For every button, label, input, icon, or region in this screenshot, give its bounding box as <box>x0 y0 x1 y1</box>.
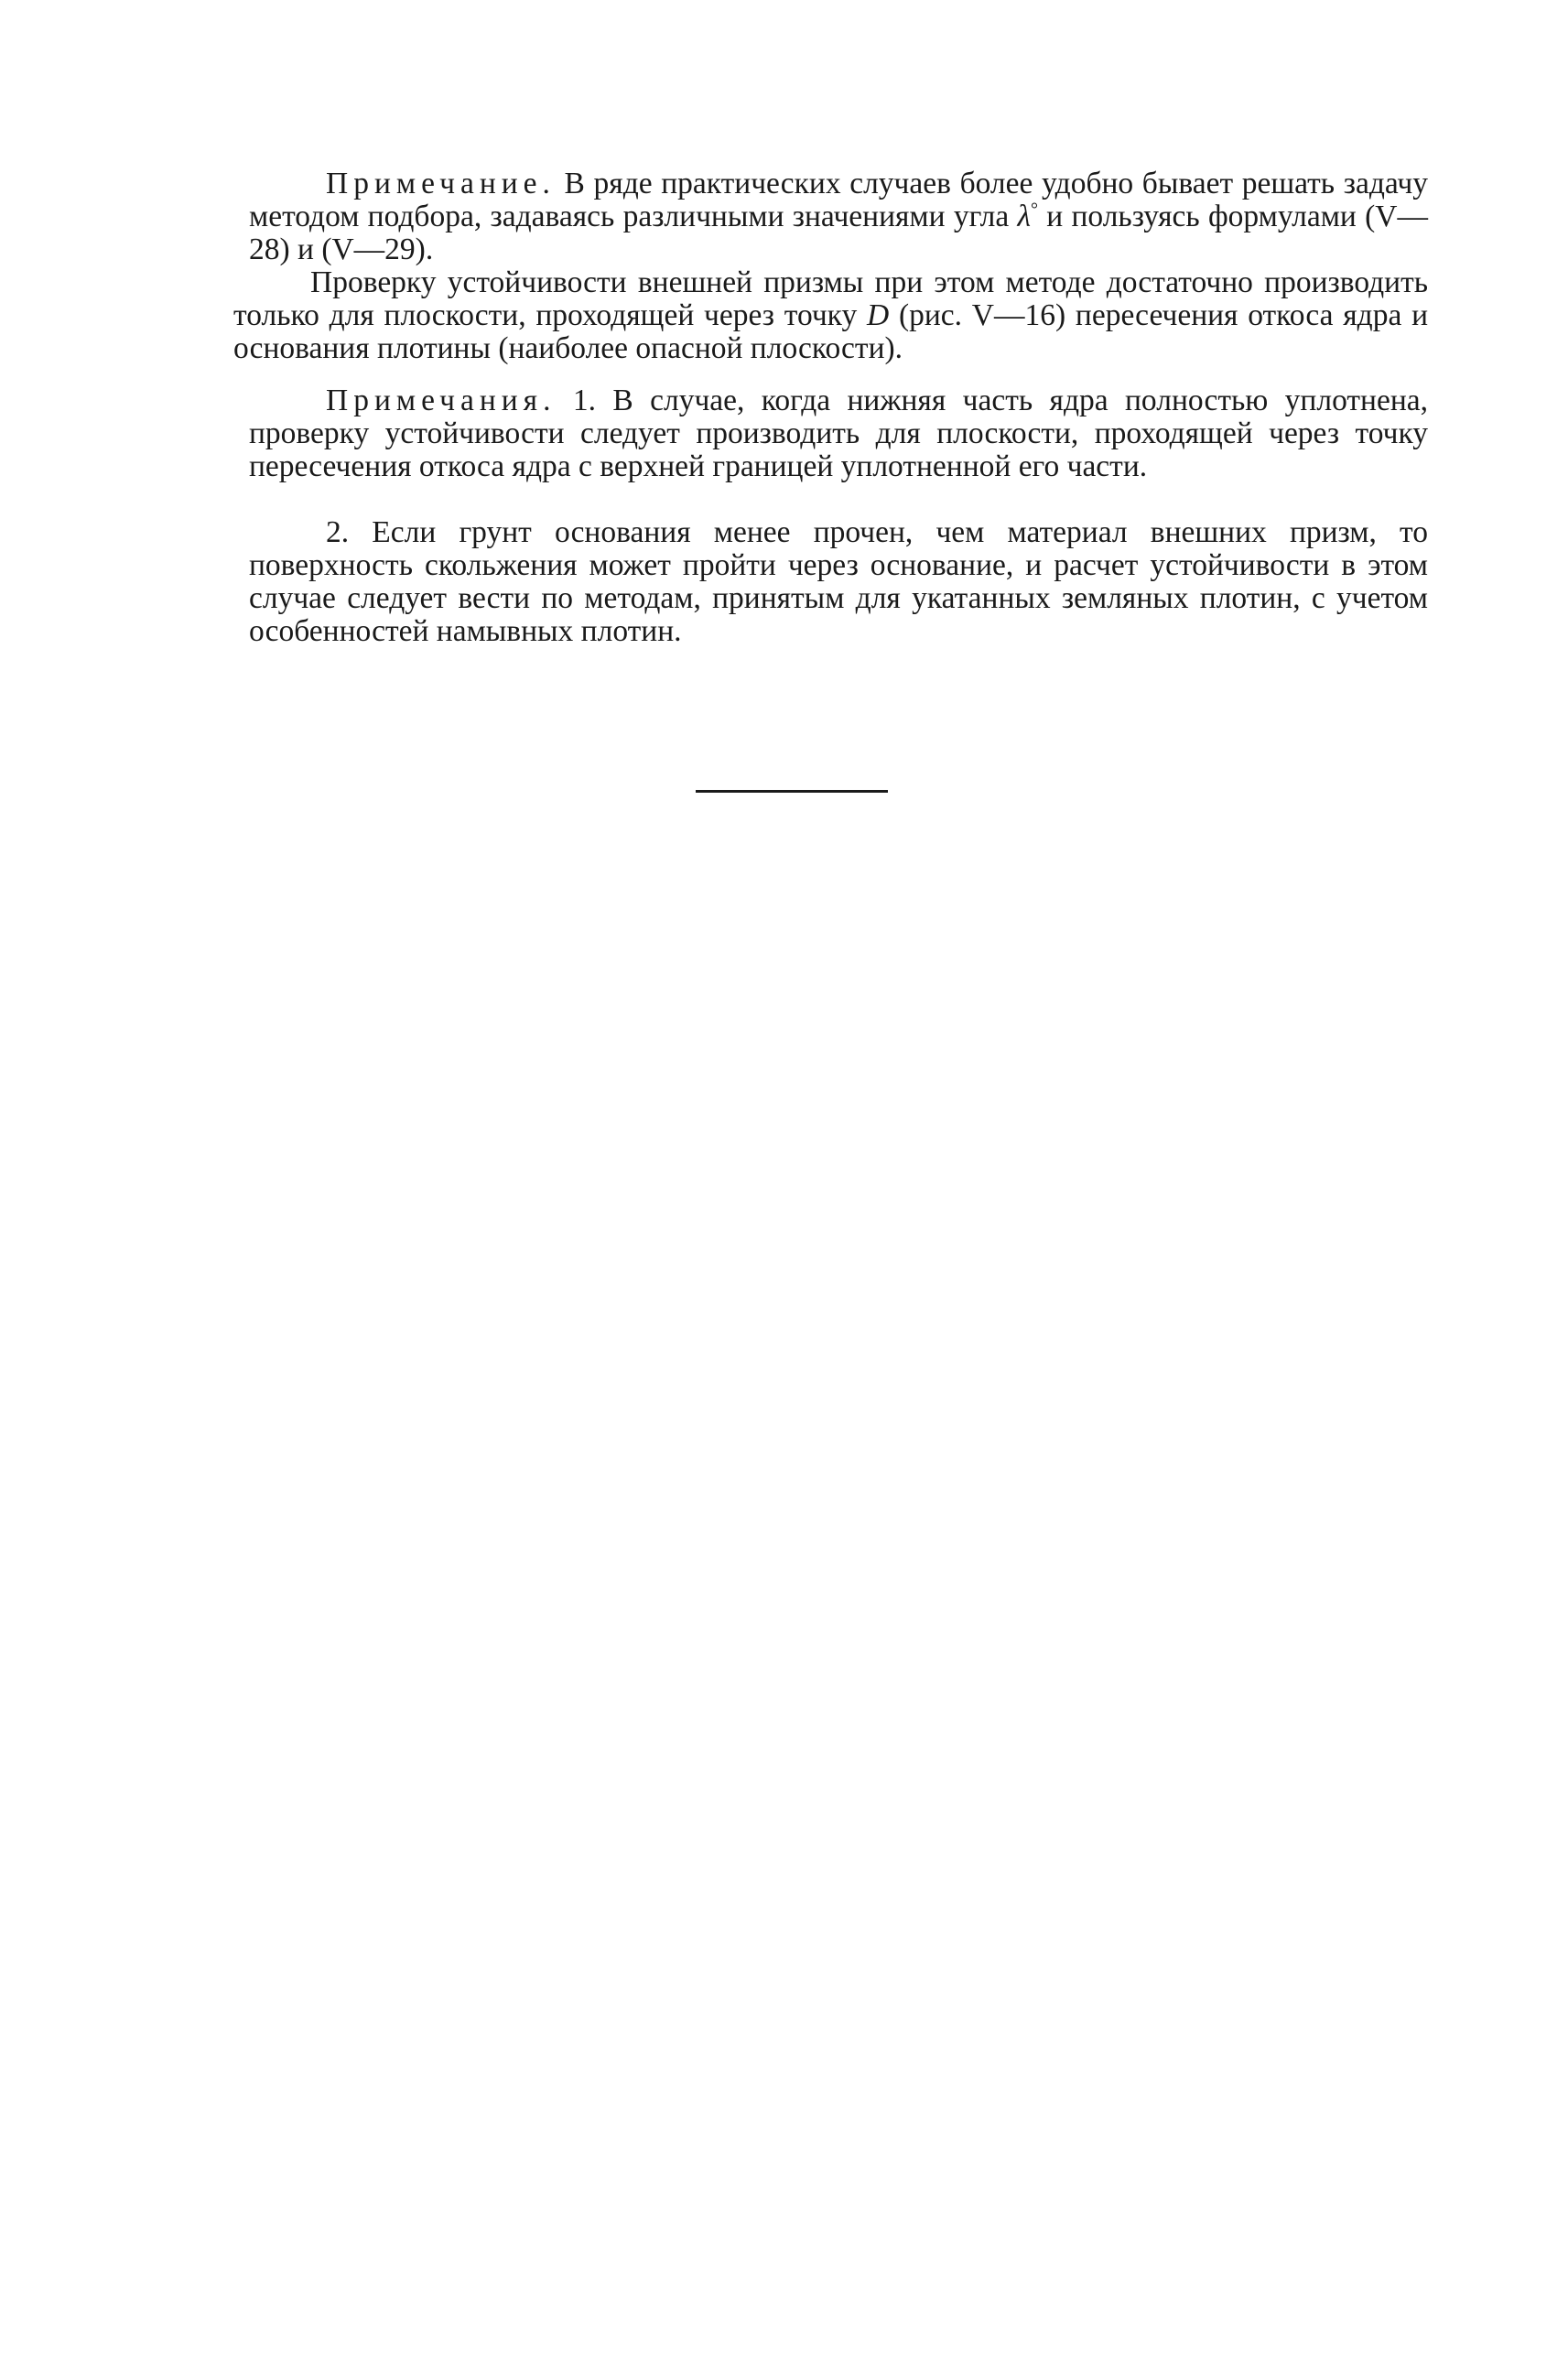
notes-item-1 <box>249 384 1428 483</box>
notes-label: Примечания. <box>326 384 557 417</box>
lambda-symbol: λ <box>1017 200 1031 233</box>
body-text-part1: Проверку устойчивости внешней призмы при этом методе достаточно производить только для плоскости, проходящей через точку <box>233 265 1428 332</box>
point-d-label: D <box>867 298 890 332</box>
notes-item-2-text: 2. Если грунт основания менее прочен, чем материал внешних призм, то поверхность скольжения может пройти через основание, и расчет устойчивости в этом случае следует вести по методам, принятым для укатанных земляных плотин, с учетом особенностей намывных плотин. <box>249 515 1428 648</box>
notes-item-2 <box>249 516 1428 648</box>
degree-symbol: ° <box>1031 199 1038 220</box>
body-text-part2: (рис. V—16) пересечения откоса ядра и основания плотины (наиболее опасной плоскости). <box>233 298 1428 365</box>
note-text-part2: и пользуясь формулами (V—28) и (V—29). <box>249 200 1428 266</box>
body-paragraph <box>233 266 1428 365</box>
note-text-part1: В ряде практических случаев более удобно бывает решать задачу методом подбора, задаваясь различными значениями угла <box>249 167 1428 233</box>
notes-item-1-text: 1. В случае, когда нижняя часть ядра полностью уплотнена, проверку устойчивости следует производить для плоскости, проходящей через точку пересечения откоса ядра с верхней границей уплотненной его части. <box>249 384 1428 483</box>
note-label: Примечание. <box>326 167 556 200</box>
note-paragraph <box>249 168 1428 266</box>
section-end-rule <box>696 790 888 793</box>
